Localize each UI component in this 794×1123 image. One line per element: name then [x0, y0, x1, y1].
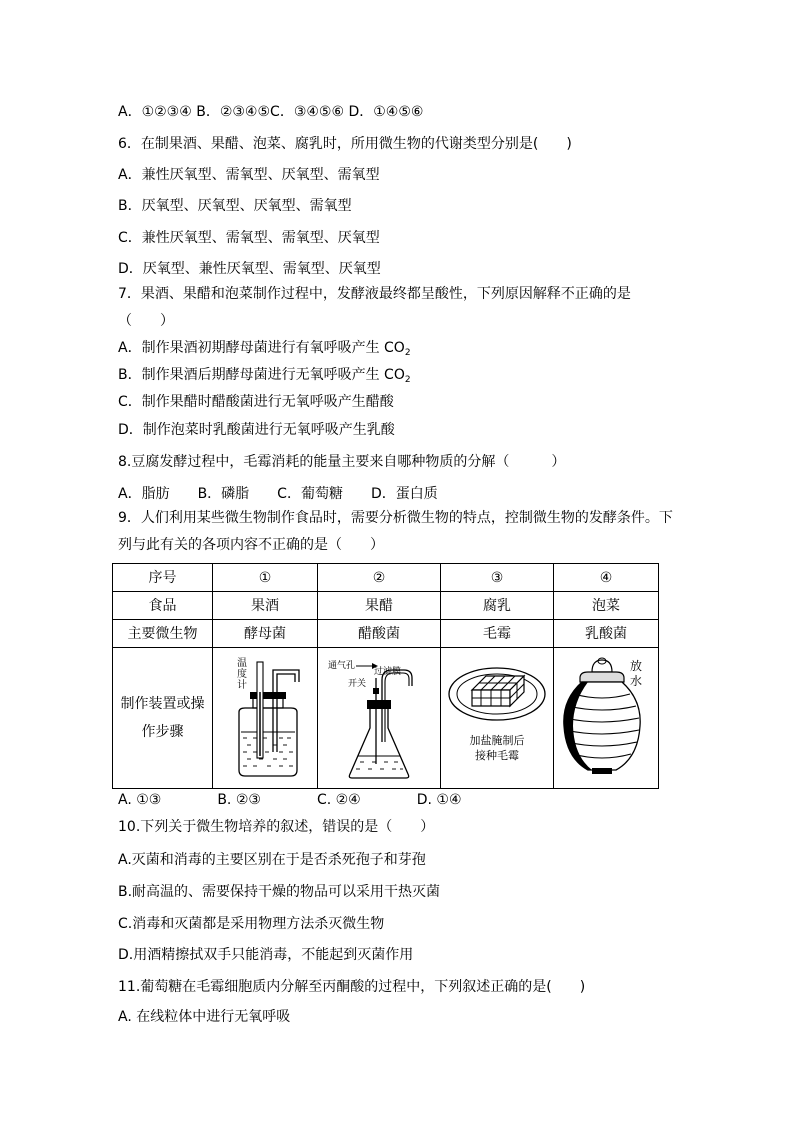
wine-bottle-figure — [217, 652, 313, 784]
q7-stem: 7．果酒、果醋和泡菜制作过程中，发酵液最终都呈酸性，下列原因解释不正确的是 — [118, 286, 631, 302]
q9-table — [112, 563, 659, 789]
flask-stopper — [367, 700, 391, 709]
fig4-label-1: 放 — [630, 659, 643, 673]
q5-options: A．①②③④ B．②③④⑤C．③④⑤⑥ D．①④⑤⑥ — [118, 104, 424, 120]
q10-option-b: B.耐高温的、需要保持干燥的物品可以采用干热灭菌 — [118, 884, 441, 900]
fig3-label-1: 加盐腌制后 — [469, 734, 525, 747]
table-cell: 乳酸菌 — [554, 620, 659, 648]
table-cell: 泡菜 — [554, 592, 659, 620]
table-cell: 果酒 — [213, 592, 318, 620]
table-cell: 果醋 — [318, 592, 441, 620]
table-row — [113, 564, 659, 592]
q6-stem: 6．在制果酒、果醋、泡菜、腐乳时，所用微生物的代谢类型分别是( ) — [118, 136, 572, 152]
fig2-label-1: 通气孔 — [328, 661, 356, 671]
q7-option-d: D．制作泡菜时乳酸菌进行无氧呼吸产生乳酸 — [118, 422, 395, 438]
liquid-hatching — [243, 738, 293, 766]
table-cell: ② — [318, 564, 441, 592]
table-cell: 酵母菌 — [213, 620, 318, 648]
row4-label-line1: 制作装置或操 — [120, 696, 205, 712]
stopper — [250, 692, 286, 699]
table-cell: 毛霉 — [441, 620, 554, 648]
table-cell: ① — [213, 564, 318, 592]
tofu-plate-figure — [444, 652, 550, 784]
q6-option-c: C．兼性厌氧型、需氧型、需氧型、厌氧型 — [118, 230, 380, 246]
table-cell: 食品 — [113, 592, 213, 620]
table-cell: 醋酸菌 — [318, 620, 441, 648]
q7-option-a: A．制作果酒初期酵母菌进行有氧呼吸产生 $CO_2$ — [118, 340, 411, 358]
flask-liquid-hatching — [356, 762, 403, 769]
q6-option-a: A．兼性厌氧型、需氧型、厌氧型、需氧型 — [118, 167, 380, 183]
table-cell: ③ — [441, 564, 554, 592]
q9-options: A. ①③ B. ②③ C. ②④ D. ①④ — [118, 792, 462, 808]
fig1-label-3: 计 — [237, 680, 247, 691]
q7-paren: （ ） — [118, 313, 174, 329]
q10-option-a: A.灭菌和消毒的主要区别在于是否杀死孢子和芽孢 — [118, 852, 426, 868]
table-cell: 序号 — [113, 564, 213, 592]
q10-option-c: C.消毒和灭菌都是采用物理方法杀灭微生物 — [118, 916, 385, 932]
table-cell — [318, 648, 441, 789]
table-cell — [554, 648, 659, 789]
q6-option-d: D．厌氧型、兼性厌氧型、需氧型、厌氧型 — [118, 261, 381, 277]
fig1-label-2: 度 — [237, 669, 247, 680]
jar-lid — [592, 660, 612, 672]
table-cell — [213, 648, 318, 789]
fig3-label-2: 接种毛霉 — [475, 749, 519, 762]
table-cell — [113, 648, 213, 789]
table-cell: ④ — [554, 564, 659, 592]
table-cell: 腐乳 — [441, 592, 554, 620]
table-cell: 主要微生物 — [113, 620, 213, 648]
q8-options: A．脂肪 B．磷脂 C．葡萄糖 D．蛋白质 — [118, 486, 438, 502]
fig2-label-2: 过滤膜 — [374, 667, 402, 677]
row4-label-line2: 作步骤 — [141, 724, 184, 740]
q10-stem: 10.下列关于微生物培养的叙述，错误的是（ ） — [118, 819, 435, 835]
fig1-label-1: 温 — [237, 658, 247, 669]
table-row — [113, 648, 659, 789]
table-row — [113, 620, 659, 648]
table-row — [113, 592, 659, 620]
q11-stem: 11.葡萄糖在毛霉细胞质内分解至丙酮酸的过程中，下列叙述正确的是( ) — [118, 979, 586, 995]
pickle-jar-figure — [558, 652, 654, 784]
q11-option-a: A. 在线粒体中进行无氧呼吸 — [118, 1009, 291, 1025]
vinegar-flask-figure — [324, 652, 434, 784]
conical-flask — [349, 708, 408, 778]
fig2-label-3: 开关 — [348, 679, 367, 689]
water-trough — [580, 672, 624, 682]
table-cell — [441, 648, 554, 789]
q10-option-d: D.用酒精擦拭双手只能消毒，不能起到灭菌作用 — [118, 947, 414, 963]
gas-tube-inner — [277, 674, 295, 752]
q7-option-b: B．制作果酒后期酵母菌进行无氧呼吸产生 $CO_2$ — [118, 367, 411, 385]
q8-stem: 8.豆腐发酵过程中，毛霉消耗的能量主要来自哪种物质的分解（ ） — [118, 454, 566, 470]
q7-option-c: C．制作果醋时醋酸菌进行无氧呼吸产生醋酸 — [118, 394, 394, 410]
q6-option-b: B．厌氧型、厌氧型、厌氧型、需氧型 — [118, 198, 352, 214]
jar-base — [592, 768, 612, 774]
q7-subscript-a: 2 — [404, 348, 411, 358]
q7-subscript-b: 2 — [404, 375, 411, 385]
fig4-label-2: 水 — [630, 674, 643, 688]
switch-valve — [373, 688, 379, 694]
q9-stem-line1: 9．人们利用某些微生物制作食品时，需要分析微生物的特点，控制微生物的发酵条件。下 — [118, 510, 673, 526]
q9-stem-line2: 列与此有关的各项内容不正确的是（ ） — [118, 537, 384, 553]
